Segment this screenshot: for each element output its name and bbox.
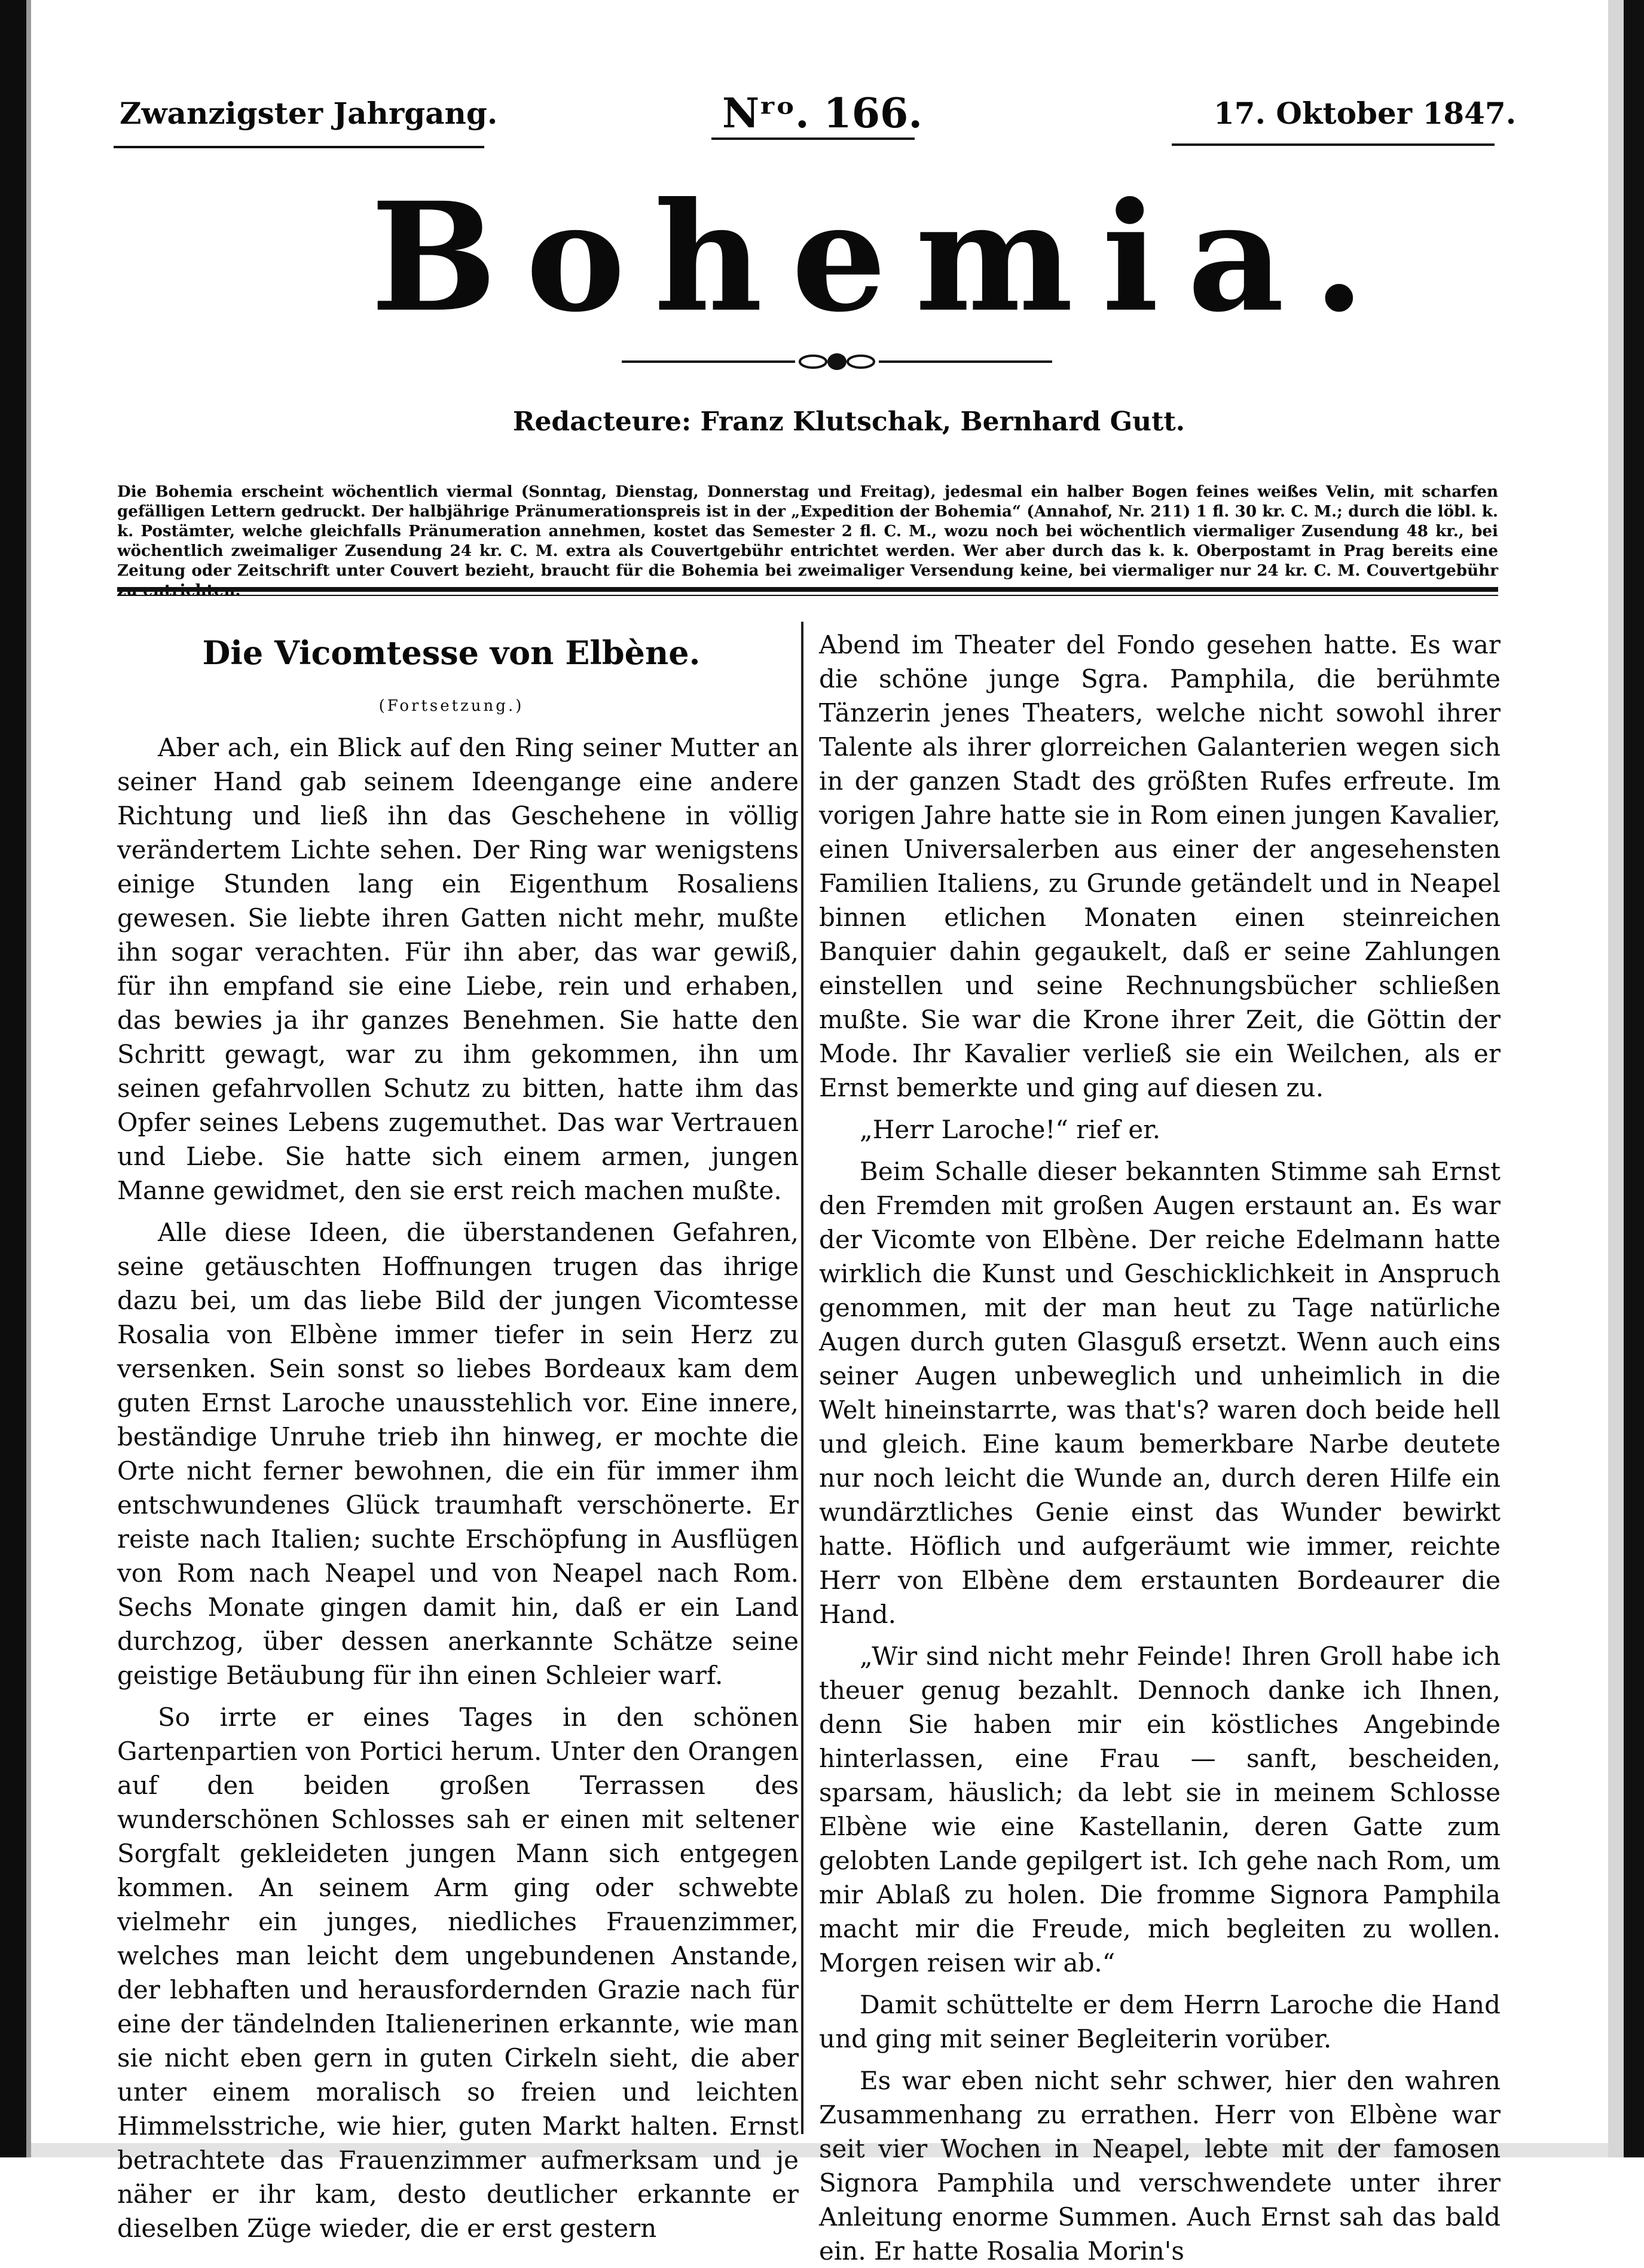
article-paragraph: Es war eben nicht sehr schwer, hier den wahren Zusammenhang zu errathen. Herr von Elbène war seit vier Wochen in Neapel, lebte mit der famosen Signora Pamphila und verschwendete unter ihrer Anleitung enorme Summen. Auch Ernst sah das bald ein. Er hatte Rosalia Morin's — [819, 2066, 1501, 2266]
issue-number: Nʳᵒ. 166. — [722, 90, 923, 137]
scan-edge-right — [1624, 0, 1644, 2157]
volume-label: Zwanzigster Jahrgang. — [120, 96, 498, 131]
scan-edge-left — [0, 0, 26, 2157]
header-rule-center — [711, 137, 915, 140]
continuation-label: (Fortsetzung.) — [378, 697, 524, 715]
article-title: Die Vicomtesse von Elbène. — [202, 634, 701, 672]
issue-date: 17. Oktober 1847. — [1214, 96, 1517, 131]
ornament-divider — [622, 350, 1052, 374]
article-column-right — [819, 628, 1501, 2268]
article-paragraph: Abend im Theater del Fondo gesehen hatte. Es war die schöne junge Sgra. Pamphila, die berühmte Tänzerin jenes Theaters, welche nicht sowohl ihrer Talente als ihrer glorreichen Galanterien wegen sich in der ganzen Stadt des größten Rufes erfreute. Im vorigen Jahre hatte sie in Rom einen jungen Kavalier, einen Universalerben aus einer der angesehensten Familien Italiens, zu Grunde getändelt und in Neapel binnen etlichen Monaten einen steinreichen Banquier dahin gegaukelt, daß er seine Zahlungen einstellen und seine Rechnungsbücher schließen mußte. Sie war die Krone ihrer Zeit, die Göttin der Mode. Ihr Kavalier verließ sie ein Weilchen, als er Ernst bemerkte und ging auf diesen zu. — [819, 630, 1501, 1102]
masthead-rule-thin — [117, 595, 1498, 596]
article-paragraph: Alle diese Ideen, die überstandenen Gefahren, seine getäuschten Hoffnungen trugen das ihrige dazu bei, um das liebe Bild der jungen Vicomtesse Rosalia von Elbène immer tiefer in sein Herz zu versenken. Sein sonst so liebes Bordeaux kam dem guten Ernst Laroche unausstehlich vor. Eine innere, beständige Unruhe trieb ihn hinweg, er mochte die Orte nicht ferner bewohnen, die ein für immer ihm entschwundenes Glück traumhaft verschönerte. Er reiste nach Italien; suchte Erschöpfung in Ausflügen von Rom nach Neapel und von Neapel nach Rom. Sechs Monate gingen damit hin, daß er ein Land durchzog, über dessen anerkannte Schätze seine geistige Betäubung für ihn einen Schleier warf. — [117, 1218, 799, 1690]
editors-line: Redacteure: Franz Klutschak, Bernhard Gutt. — [512, 406, 1185, 437]
masthead-title: Bohemia. — [371, 169, 1394, 345]
header-rule-left — [114, 146, 484, 148]
article-column-left — [117, 730, 799, 2245]
masthead-rule-thick — [117, 587, 1498, 592]
article-paragraph: Beim Schalle dieser bekannten Stimme sah Ernst den Fremden mit großen Augen erstaunt an. Es war der Vicomte von Elbène. Der reiche Edelmann hatte wirklich die Kunst und Geschicklichkeit in Anspruch genommen, mit der man heut zu Tage natürliche Augen durch guten Glasguß ersetzt. Wenn auch eins seiner Augen unbeweglich und unheimlich in die Welt hineinstarrte, was that's? waren doch beide hell und gleich. Eine kaum bemerkbare Narbe deutete nur noch leicht die Wunde an, durch deren Hilfe ein wundärztliches Genie einst das Wunder bewirkt hatte. Höflich und aufgeräumt wie immer, reichte Herr von Elbène dem erstaunten Bordeaurer die Hand. — [819, 1157, 1501, 1629]
column-separator — [801, 622, 803, 2134]
header-rule-right — [1172, 143, 1495, 146]
scan-edge-left-shadow — [26, 0, 31, 2157]
subscription-notice: Die Bohemia erscheint wöchentlich viermal (Sonntag, Dienstag, Donnerstag und Freitag), jedesmal ein halber Bogen feines weißes Velin, mit scharfen gefälligen Lettern gedruckt. Der halbjährige Pränumerationspreis ist in der „Expedition der Bohemia“ (Annahof, Nr. 211) 1 fl. 30 kr. C. M.; durch die löbl. k. k. Postämter, welche gleichfalls Pränumeration annehmen, kostet das Semester 2 fl. C. M., wozu noch bei wöchentlich viermaliger Zusendung 48 kr., bei wöchentlich zweimaliger Zusendung 24 kr. C. M. extra als Couvertgebühr entrichtet werden. Wer aber durch das k. k. Oberpostamt in Prag bereits eine Zeitung oder Zeitschrift unter Couvert bezieht, braucht für die Bohemia bei zweimaliger Versendung keine, bei viermaliger nur 24 kr. C. M. Couvertgebühr — [117, 482, 1498, 580]
article-paragraph: „Herr Laroche!“ rief er. — [860, 1115, 1161, 1144]
scan-edge-right-shadow — [1608, 0, 1624, 2157]
article-paragraph: „Wir sind nicht mehr Feinde! Ihren Groll habe ich theuer genug bezahlt. Dennoch danke ich Ihnen, denn Sie haben mir ein köstliches Angebinde hinterlassen, eine Frau — sanft, bescheiden, sparsam, häuslich; da lebt sie in meinem Schlosse Elbène wie eine Kastellanin, deren Gatte zum gelobten Lande gepilgert ist. Ich gehe nach Rom, um mir Ablaß zu holen. Die fromme Signora Pamphila macht mir die Freude, mich begleiten zu wollen. Morgen reisen wir ab.“ — [819, 1642, 1501, 1977]
article-paragraph: Damit schüttelte er dem Herrn Laroche die Hand und ging mit seiner Begleiterin vorüber. — [819, 1990, 1501, 2053]
article-paragraph: Aber ach, ein Blick auf den Ring seiner Mutter an seiner Hand gab seinem Ideengange eine andere Richtung und ließ ihn das Geschehene in völlig verändertem Lichte sehen. Der Ring war wenigstens einige Stunden lang ein Eigenthum Rosaliens gewesen. Sie liebte ihren Gatten nicht mehr, mußte ihn sogar verachten. Für ihn aber, das war gewiß, für ihn empfand sie eine Liebe, rein und erhaben, das bewies ja ihr ganzes Benehmen. Sie hatte den Schritt gewagt, war zu ihm gekommen, ihn um seinen gefahrvollen Schutz zu bitten, hatte ihm das Opfer seines Lebens zugemuthet. Das war Vertrauen und Liebe. Sie hatte sich einem armen, jungen Manne gewidmet, den sie erst reich machen mußte. — [117, 733, 799, 1205]
article-paragraph: So irrte er eines Tages in den schönen Gartenpartien von Portici herum. Unter den Orangen auf den beiden großen Terrassen des wunderschönen Schlosses sah er einen mit seltener Sorgfalt gekleideten jungen Mann sich entgegen kommen. An seinem Arm ging oder schwebte vielmehr ein junges, niedliches Frauenzimmer, welches man leicht dem ungebundenen Anstande, der lebhaften und herausfordernden Grazie nach für eine der tändelnden Italienerinen erkannte, wie man sie nicht eben gern in guten Cirkeln sieht, die aber unter einem moralisch so freien und leichten Himmelsstriche, wie hier, guten Markt halten. Ernst betrachtete das Frauenzimmer aufmerksam und je näher er ihr kam, desto deutlicher erkannte er dieselben Züge wieder, die er erst gestern — [117, 1702, 799, 2243]
